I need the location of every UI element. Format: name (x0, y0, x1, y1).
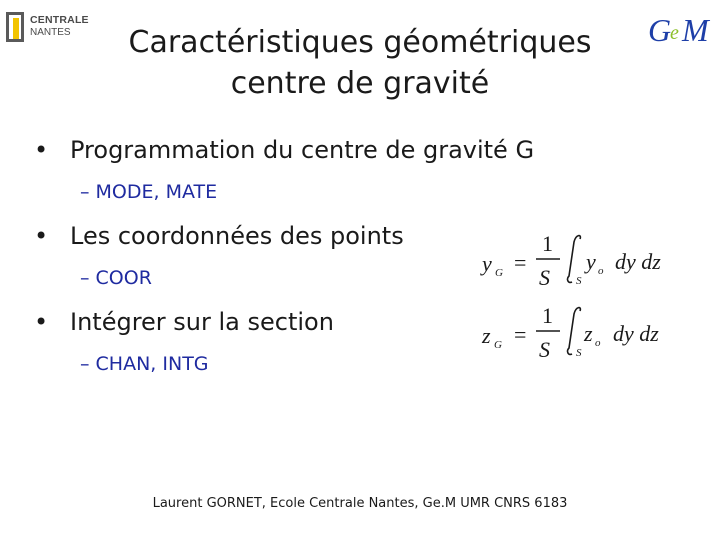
slide-title (60, 22, 660, 104)
bullet-2 (34, 222, 404, 250)
title-line-2: centre de gravité (230, 66, 490, 101)
formula-denominator: S (539, 265, 550, 290)
bullet-2-sub: – COOR (80, 267, 152, 289)
bullet-3-sub: – CHAN, INTG (80, 353, 209, 375)
bullet-1-text: Programmation du centre de gravité G (70, 136, 535, 164)
logo-line-2: NANTES (30, 27, 71, 38)
bullet-1-sub: – MODE, MATE (80, 181, 218, 203)
centrale-nantes-mark-icon (6, 12, 24, 42)
bullet-dot: • (34, 136, 49, 164)
formula-yg (476, 224, 676, 294)
formula-equals: = (514, 250, 527, 275)
formula-zg (476, 298, 676, 368)
bullet-3-text: Intégrer sur la section (70, 308, 334, 336)
integral-sub: S (576, 275, 582, 287)
bullet-3 (34, 308, 334, 336)
logo-line-1: CENTRALE (30, 14, 89, 26)
formula-var: z (584, 321, 593, 346)
bullet-2-text: Les coordonnées des points (70, 222, 404, 250)
formula-numerator: 1 (542, 303, 553, 328)
formula-equals: = (514, 322, 527, 347)
bullet-dot: • (34, 222, 49, 250)
bullet-dot: • (34, 308, 49, 336)
integral-sub: S (576, 347, 582, 359)
formula-lhs: y (482, 251, 492, 276)
formula-lhs-sub: G (494, 339, 502, 351)
title-line-1: Caractéristiques géométriques (128, 25, 592, 60)
formula-diff: dy dz (615, 249, 661, 274)
gem-logo-g: G (648, 12, 672, 48)
formula-var-sub: o (598, 265, 604, 277)
formula-var-sub: o (595, 337, 601, 349)
bullet-1 (34, 136, 534, 164)
formula-lhs: z (482, 323, 491, 348)
footer-credit: Laurent GORNET, Ecole Centrale Nantes, Ge.M UMR CNRS 6183 (152, 496, 568, 511)
gem-logo-m: M (682, 12, 709, 48)
formula-numerator: 1 (542, 231, 553, 256)
gem-logo-e: e (670, 22, 679, 44)
formula-lhs-sub: G (495, 267, 503, 279)
formula-diff: dy dz (613, 321, 659, 346)
formula-var: y (586, 249, 596, 274)
formula-denominator: S (539, 337, 550, 362)
